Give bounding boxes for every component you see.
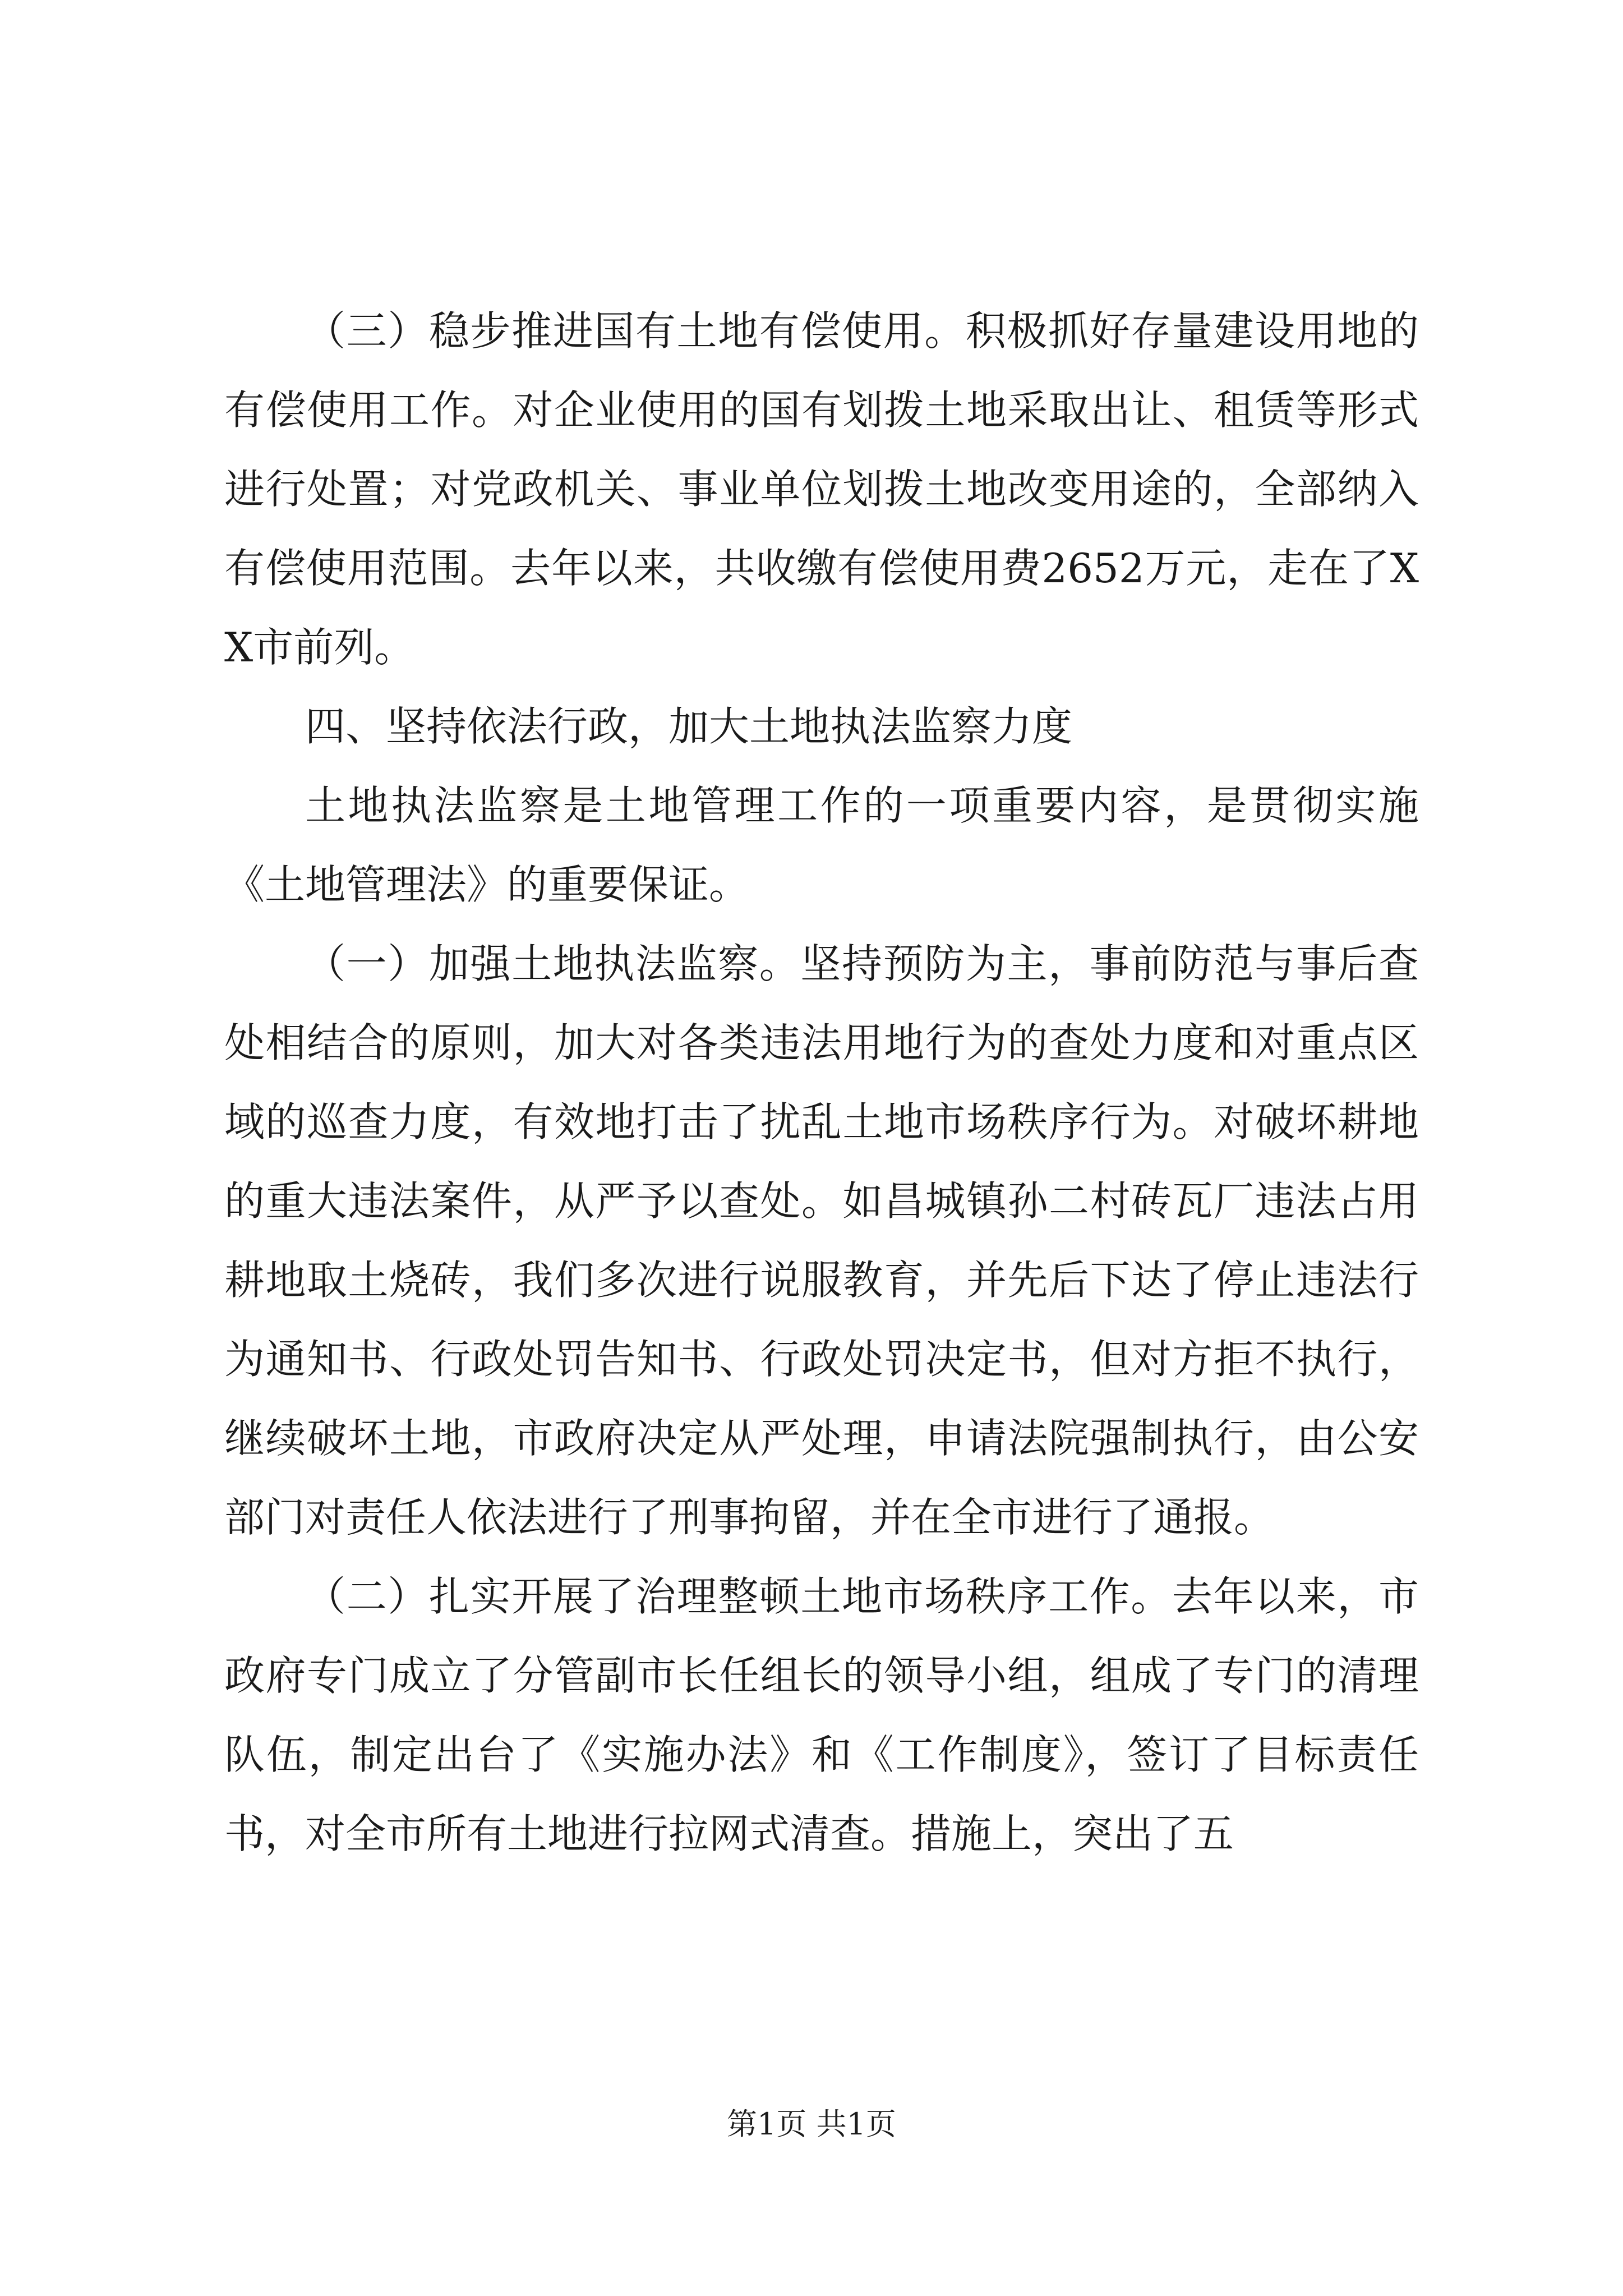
paragraph-enforcement-supervision: （一）加强土地执法监察。坚持预防为主，事前防范与事后查处相结合的原则，加大对各类违法用地行为的查处力度和对重点区域的巡查力度，有效地打击了扰乱土地市场秩序行为。对破坏耕地的重大违法案件，从严予以查处。如昌城镇孙二村砖瓦厂违法占用耕地取土烧砖，我们多次进行说服教育，并先后下达了停止违法行为通知书、行政处罚告知书、行政处罚决定书，但对方拒不执行，继续破坏土地，市政府决定从严处理，申请法院强制执行，由公安部门对责任人依法进行了刑事拘留，并在全市进行了通报。 [224,940,1419,1541]
paragraph-market-order: （二）扎实开展了治理整顿土地市场秩序工作。去年以来，市政府专门成立了分管副市长任组长的领导小组，组成了专门的清理队伍，制定出台了《实施办法》和《工作制度》，签订了目标责任书，对全市所有土地进行拉网式清查。措施上，突出了五 [224,1573,1419,1857]
paragraph-land-paid-use: （三）稳步推进国有土地有偿使用。积极抓好存量建设用地的有偿使用工作。对企业使用的国有划拨土地采取出让、租赁等形式进行处置；对党政机关、事业单位划拨土地改变用途的，全部纳入有偿使用范围。去年以来，共收缴有偿使用费2652万元，走在了XX市前列。 [224,307,1419,671]
document-body [224,292,1419,1874]
paragraph-enforcement-intro: 土地执法监察是土地管理工作的一项重要内容，是贯彻实施《土地管理法》的重要保证。 [224,782,1419,908]
section-heading-law-enforcement: 四、坚持依法行政，加大土地执法监察力度 [305,703,1073,750]
page-number-footer: 第1页 共1页 [727,2106,896,2142]
